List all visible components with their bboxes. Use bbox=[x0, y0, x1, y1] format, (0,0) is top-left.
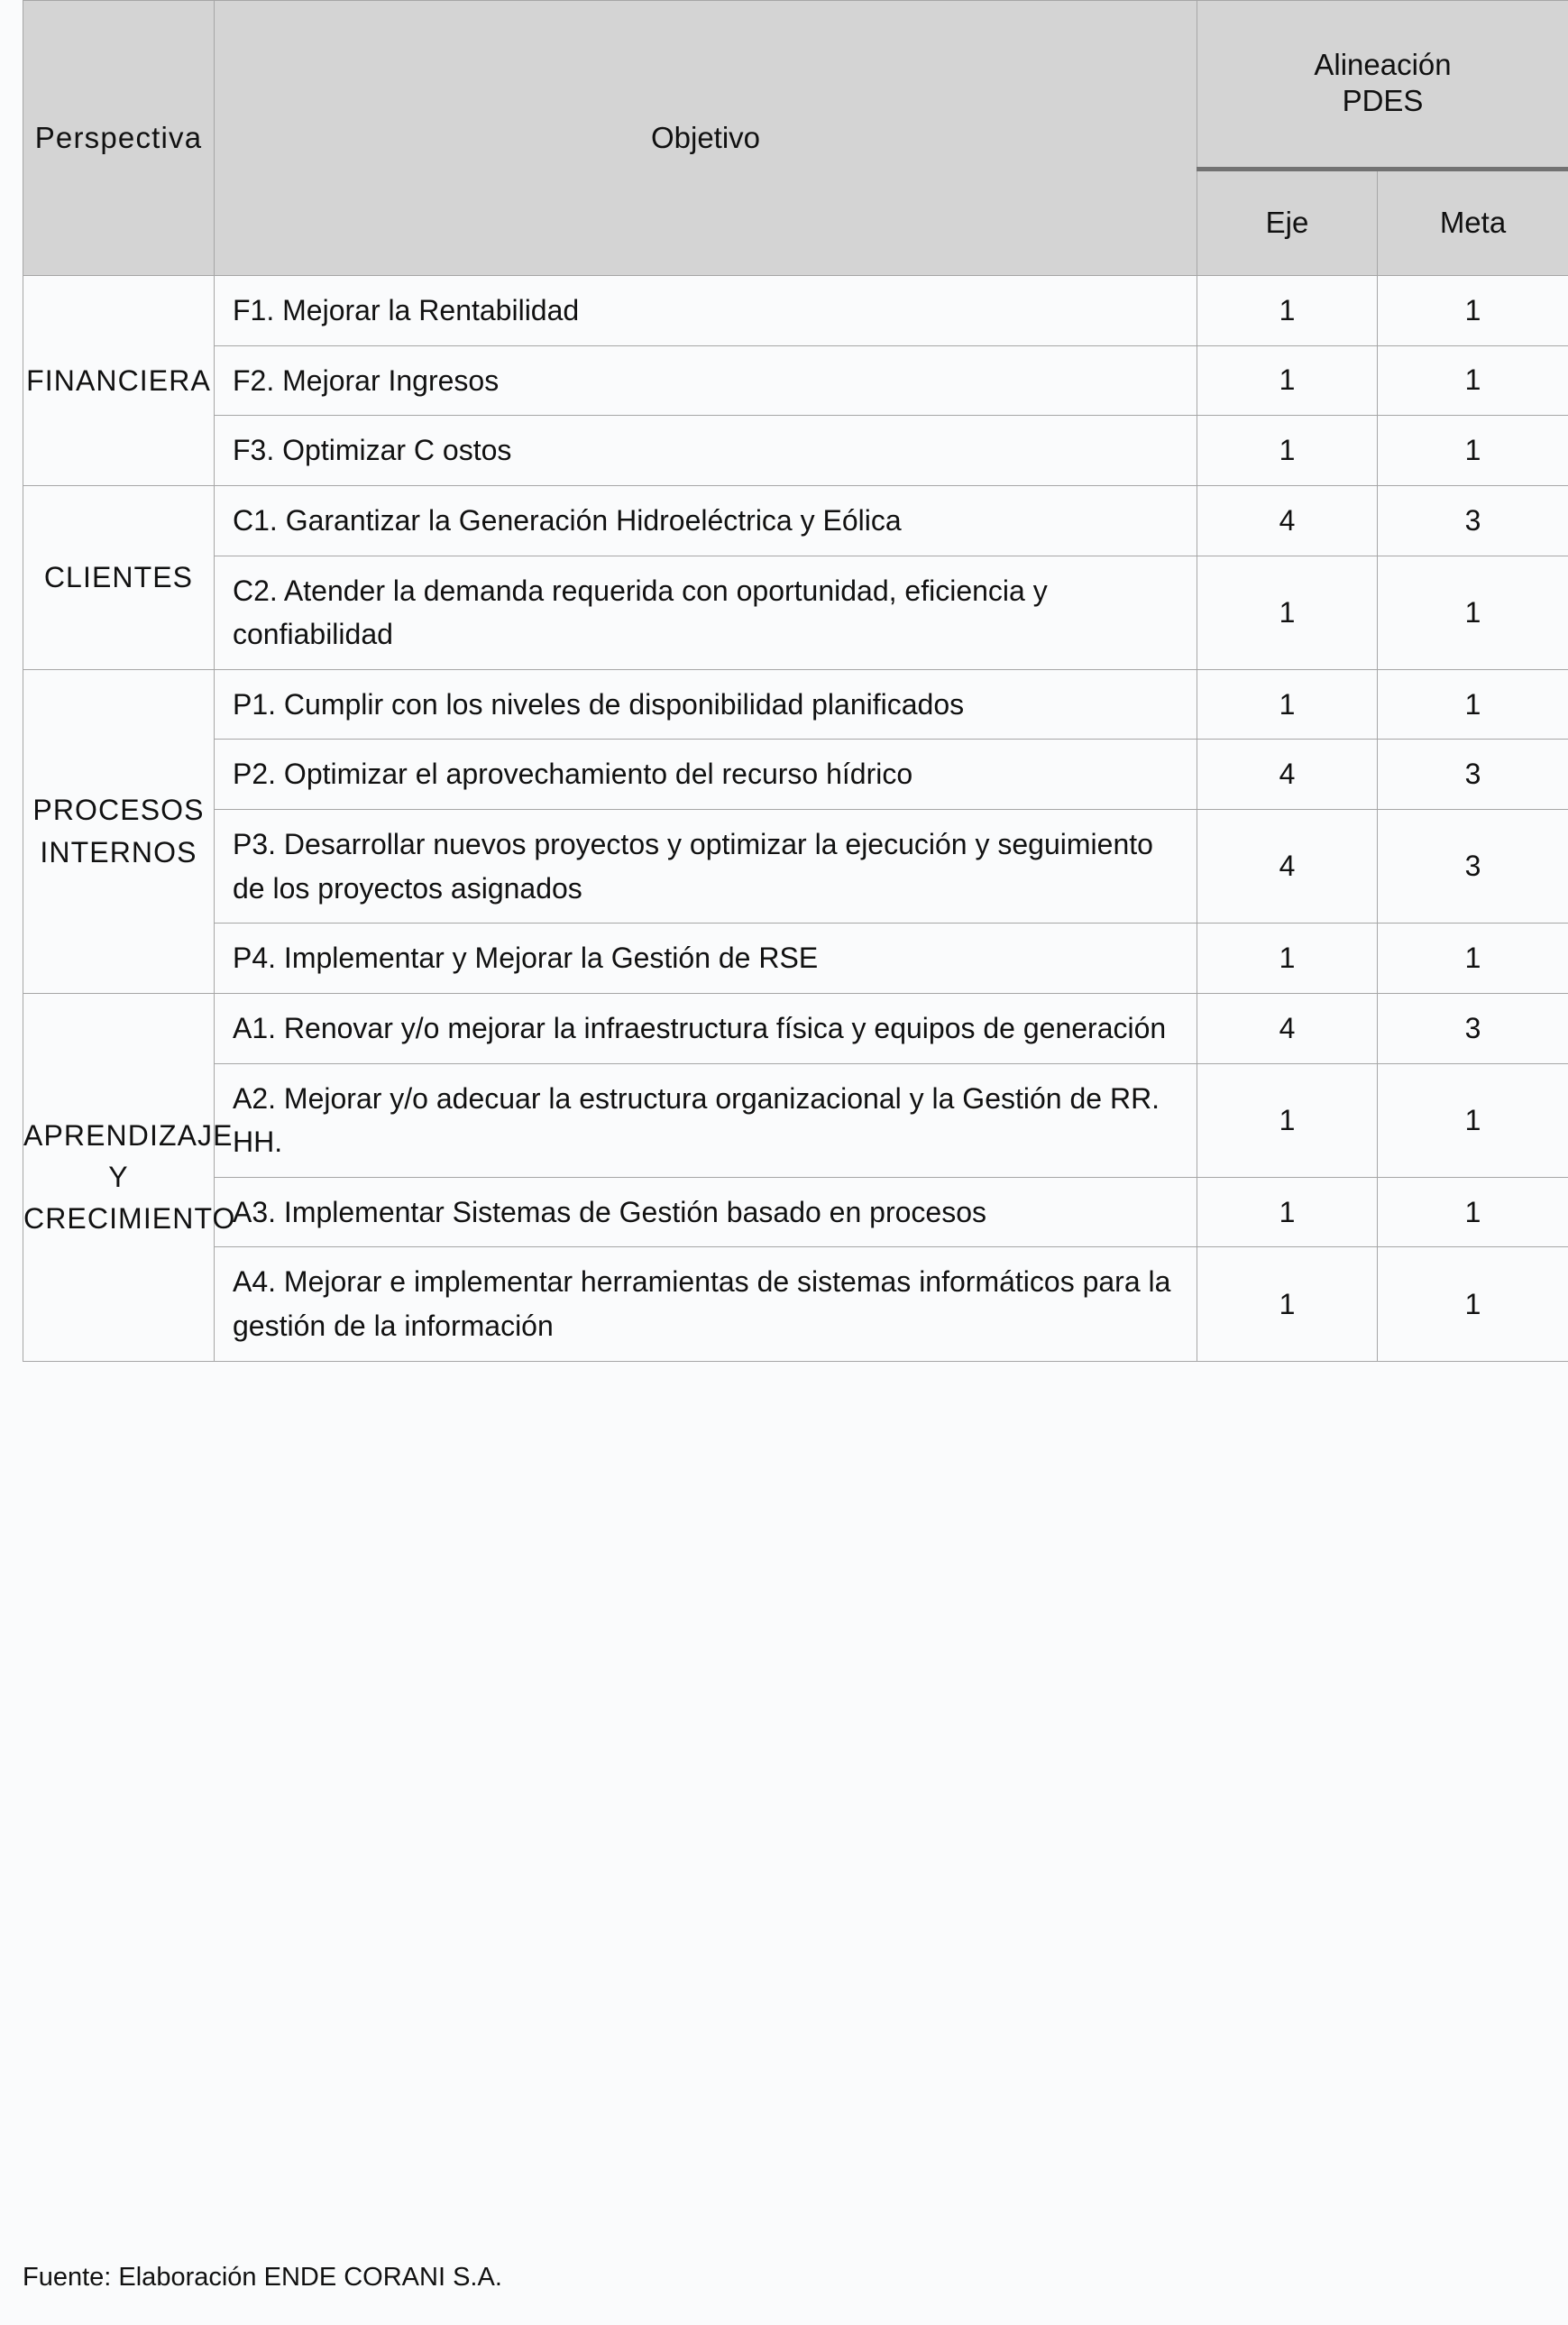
meta-cell: 3 bbox=[1378, 740, 1568, 810]
objetivo-cell: A2. Mejorar y/o adecuar la estructura organizacional y la Gestión de RR. HH. bbox=[215, 1063, 1197, 1177]
table-row bbox=[23, 1247, 1568, 1361]
perspectiva-label-line: PROCESOS bbox=[32, 794, 205, 827]
alineacion-label-line1: Alineación bbox=[1314, 47, 1452, 81]
table-row bbox=[23, 993, 1568, 1063]
balanced-scorecard-table bbox=[23, 0, 1568, 1362]
meta-cell: 1 bbox=[1378, 416, 1568, 486]
table-row bbox=[23, 416, 1568, 486]
perspectiva-label-line: APRENDIZAJE bbox=[23, 1118, 234, 1152]
column-header-perspectiva-label: Perspectiva bbox=[34, 120, 203, 154]
perspectiva-label-line: Y bbox=[108, 1161, 129, 1194]
column-header-meta bbox=[1378, 170, 1568, 276]
meta-cell: 3 bbox=[1378, 810, 1568, 924]
eje-cell: 4 bbox=[1197, 740, 1378, 810]
meta-cell: 1 bbox=[1378, 1177, 1568, 1247]
source-note: Fuente: Elaboración ENDE CORANI S.A. bbox=[23, 2263, 502, 2292]
table-row bbox=[23, 924, 1568, 994]
objetivo-cell: F3. Optimizar C ostos bbox=[215, 416, 1197, 486]
eje-cell: 1 bbox=[1197, 1063, 1378, 1177]
perspectiva-cell bbox=[23, 276, 215, 486]
perspectiva-cell bbox=[23, 669, 215, 993]
header-row-primary bbox=[23, 1, 1568, 170]
column-header-perspectiva bbox=[23, 1, 215, 276]
column-header-eje-label: Eje bbox=[1265, 206, 1309, 240]
objetivo-cell: P3. Desarrollar nuevos proyectos y optimizar la ejecución y seguimiento de los proyectos asignados bbox=[215, 810, 1197, 924]
objetivo-cell: A4. Mejorar e implementar herramientas de sistemas informáticos para la gestión de la información bbox=[215, 1247, 1197, 1361]
objetivo-cell: A3. Implementar Sistemas de Gestión basado en procesos bbox=[215, 1177, 1197, 1247]
objetivo-cell: P4. Implementar y Mejorar la Gestión de RSE bbox=[215, 924, 1197, 994]
eje-cell: 4 bbox=[1197, 810, 1378, 924]
perspectiva-label-line: CLIENTES bbox=[43, 561, 194, 594]
meta-cell: 1 bbox=[1378, 345, 1568, 416]
column-header-meta-label: Meta bbox=[1439, 206, 1507, 240]
objetivo-cell: F2. Mejorar Ingresos bbox=[215, 345, 1197, 416]
eje-cell: 1 bbox=[1197, 669, 1378, 740]
meta-cell: 1 bbox=[1378, 924, 1568, 994]
table-row bbox=[23, 345, 1568, 416]
table-row bbox=[23, 1177, 1568, 1247]
perspectiva-label-line: CRECIMIENTO bbox=[23, 1202, 236, 1236]
table-header bbox=[23, 1, 1568, 276]
objetivo-cell: P1. Cumplir con los niveles de disponibilidad planificados bbox=[215, 669, 1197, 740]
eje-cell: 1 bbox=[1197, 556, 1378, 669]
eje-cell: 1 bbox=[1197, 345, 1378, 416]
column-header-alineacion-pdes bbox=[1197, 1, 1568, 170]
table-row bbox=[23, 276, 1568, 346]
perspectiva-cell bbox=[23, 485, 215, 669]
table-row bbox=[23, 669, 1568, 740]
alineacion-label-line2: PDES bbox=[1342, 84, 1424, 117]
perspectiva-label-line: FINANCIERA bbox=[26, 363, 211, 397]
objetivo-cell: C1. Garantizar la Generación Hidroeléctrica y Eólica bbox=[215, 485, 1197, 556]
column-header-objetivo-label: Objetivo bbox=[650, 120, 761, 154]
meta-cell: 1 bbox=[1378, 556, 1568, 669]
eje-cell: 1 bbox=[1197, 1177, 1378, 1247]
column-header-eje bbox=[1197, 170, 1378, 276]
eje-cell: 1 bbox=[1197, 1247, 1378, 1361]
objetivo-cell: C2. Atender la demanda requerida con oportunidad, eficiencia y confiabilidad bbox=[215, 556, 1197, 669]
meta-cell: 1 bbox=[1378, 669, 1568, 740]
meta-cell: 3 bbox=[1378, 993, 1568, 1063]
table-row bbox=[23, 810, 1568, 924]
eje-cell: 4 bbox=[1197, 993, 1378, 1063]
table-row bbox=[23, 740, 1568, 810]
table-row bbox=[23, 556, 1568, 669]
eje-cell: 4 bbox=[1197, 485, 1378, 556]
perspectiva-label-line: INTERNOS bbox=[40, 835, 197, 868]
meta-cell: 1 bbox=[1378, 1063, 1568, 1177]
eje-cell: 1 bbox=[1197, 276, 1378, 346]
objetivo-cell: A1. Renovar y/o mejorar la infraestructura física y equipos de generación bbox=[215, 993, 1197, 1063]
column-header-objetivo bbox=[215, 1, 1197, 276]
meta-cell: 3 bbox=[1378, 485, 1568, 556]
perspectiva-cell bbox=[23, 993, 236, 1361]
table-row bbox=[23, 485, 1568, 556]
eje-cell: 1 bbox=[1197, 416, 1378, 486]
meta-cell: 1 bbox=[1378, 1247, 1568, 1361]
meta-cell: 1 bbox=[1378, 276, 1568, 346]
objetivo-cell: P2. Optimizar el aprovechamiento del recurso hídrico bbox=[215, 740, 1197, 810]
table-body bbox=[23, 276, 1568, 1362]
table-row bbox=[23, 1063, 1568, 1177]
eje-cell: 1 bbox=[1197, 924, 1378, 994]
objetivo-cell: F1. Mejorar la Rentabilidad bbox=[215, 276, 1197, 346]
